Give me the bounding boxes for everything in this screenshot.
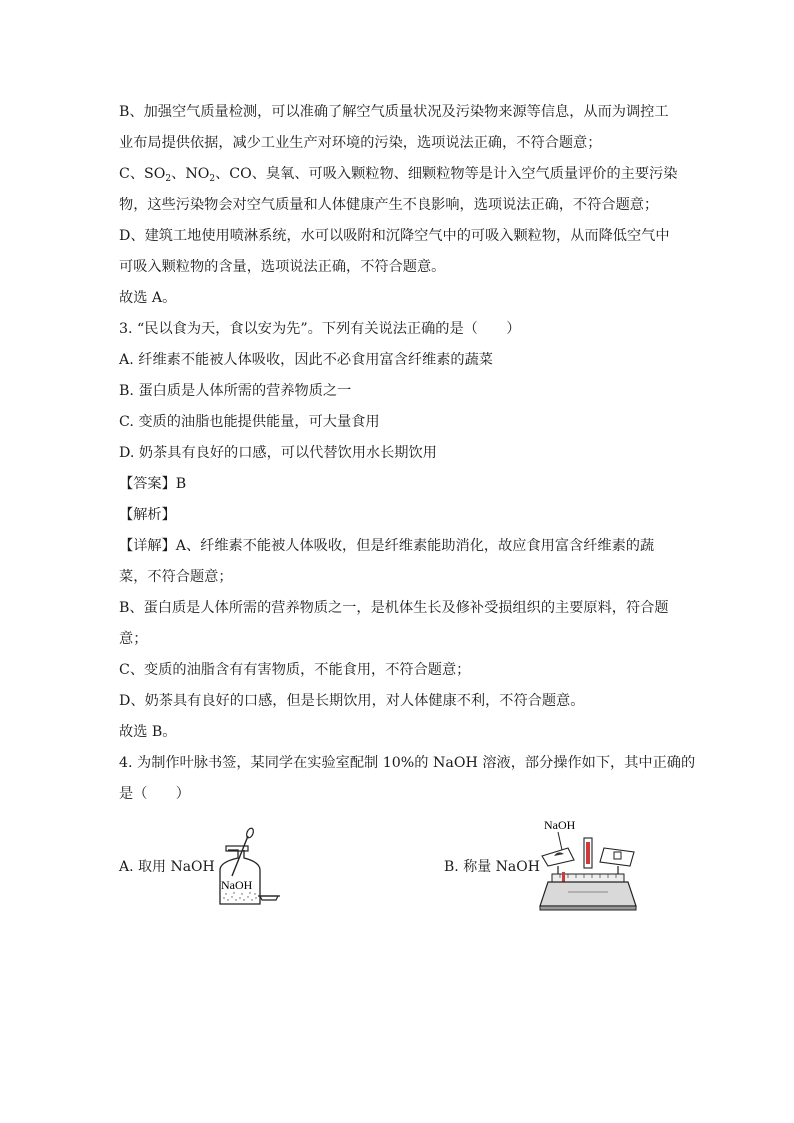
balance-label: NaOH <box>544 818 576 832</box>
text-line: C. 变质的油脂也能提供能量，可大量食用 <box>119 414 380 430</box>
text-line: 3. “民以食为天，食以安为先”。下列有关说法正确的是（ ） <box>119 321 521 337</box>
bottle-label: NaOH <box>221 878 253 892</box>
figure-b-label: B. 称量 NaOH <box>444 859 540 875</box>
text-line: D. 奶茶具有良好的口感，可以代替饮用水长期饮用 <box>119 445 437 461</box>
text-line: 故选 A。 <box>119 290 177 306</box>
text-line: 意； <box>119 631 148 647</box>
figure-a-reagent-bottle-illustration <box>210 828 285 908</box>
text-line: 4. 为制作叶脉书签，某同学在实验室配制 10%的 NaOH 溶液，部分操作如下，其中正确的 <box>119 755 696 771</box>
text-line: B、加强空气质量检测，可以准确了解空气质量状况及污染物来源等信息，从而为调控工 <box>119 104 669 120</box>
text-line: B、蛋白质是人体所需的营养物质之一，是机体生长及修补受损组织的主要原料，符合题 <box>119 600 669 616</box>
text-line: 是（ ） <box>119 786 190 802</box>
text-fragment: C、SO <box>119 166 166 182</box>
text-line: B. 蛋白质是人体所需的营养物质之一 <box>119 383 352 399</box>
subscript: 2 <box>165 174 172 184</box>
text-line: 【答案】B <box>119 476 187 492</box>
text-line: A. 纤维素不能被人体吸收，因此不必食用富含纤维素的蔬菜 <box>119 352 493 368</box>
text-line: D、奶茶具有良好的口感，但是长期饮用，对人体健康不利，不符合题意。 <box>119 693 585 709</box>
subscript: 2 <box>209 174 216 184</box>
text-line: 【详解】A、纤维素不能被人体吸收，但是纤维素能助消化，故应食用富含纤维素的蔬 <box>119 538 655 554</box>
text-line: 业布局提供依据，减少工业生产对环境的污染，选项说法正确，不符合题意； <box>119 135 602 151</box>
option-c-explanation-line <box>119 164 677 189</box>
text-line: 故选 B。 <box>119 724 177 740</box>
text-line: 物，这些污染物会对空气质量和人体健康产生不良影响，选项说法正确，不符合题意； <box>119 197 659 213</box>
text-fragment: 、NO <box>171 166 210 182</box>
text-line: C、变质的油脂含有有害物质，不能食用，不符合题意； <box>119 662 471 678</box>
text-fragment: 、CO、臭氧、可吸入颗粒物、细颗粒物等是计入空气质量评价的主要污染 <box>215 166 678 182</box>
text-line: 可吸入颗粒物的含量，选项说法正确，不符合题意。 <box>119 259 446 275</box>
text-line: D、建筑工地使用喷淋系统，水可以吸附和沉降空气中的可吸入颗粒物，从而降低空气中 <box>119 228 670 244</box>
figure-b-balance-illustration <box>538 814 640 914</box>
figure-a-label: A. 取用 NaOH <box>119 859 215 875</box>
text-line: 【解析】 <box>119 507 176 523</box>
text-line: 菜，不符合题意； <box>119 569 233 585</box>
